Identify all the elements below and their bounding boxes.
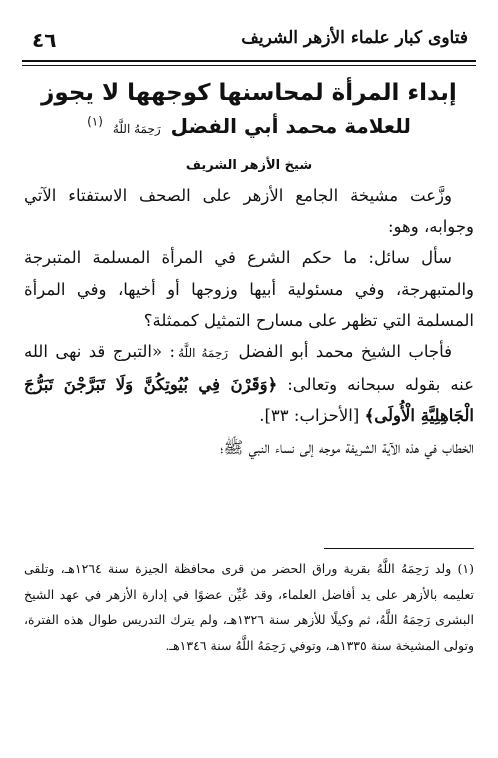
running-title: فتاوى كبار علماء الأزهر الشريف — [241, 28, 468, 48]
footnote-honorific-b: رَحِمَهُ اللَّهُ — [379, 612, 431, 627]
answer-honorific: رَحِمَهُ اللَّهُ — [178, 346, 229, 361]
footnote-text-b: بقرية وراق الحضر من قرى محافظة الجيزة سنة ١٢٦٤هـ، وتلقى تعليمه بالأزهر على يد أفاضل العلماء، وقد عُيِّن عضوًا في إدارة الأزهر في عهد الشيخ البشرى — [24, 561, 474, 627]
answer-paragraph — [24, 336, 474, 432]
footnote — [24, 556, 474, 658]
closing-punctuation: ؛ — [220, 437, 224, 457]
footnote-paragraph — [24, 556, 474, 658]
quran-verse: ﴿وَقَرْنَ فِي بُيُوتِكُنَّ وَلَا تَبَرَّجْنَ تَبَرُّجَ الْجَاهِلِيَّةِ الْأُولَى﴾ — [24, 375, 474, 426]
article-body — [24, 180, 474, 463]
header-rule-thin — [22, 65, 476, 66]
article-title: إبداء المرأة لمحاسنها كوجهها لا يجوز — [41, 80, 457, 106]
prophet-honorific: ﷺ — [223, 437, 244, 457]
closing-paragraph — [24, 432, 474, 463]
author-honorific: رَحِمَهُ اللَّهُ — [112, 122, 161, 136]
closing-text: الخطاب في هذه الآية الشريفة موجه إلى نساء النبي — [248, 437, 474, 457]
verse-reference: [الأحزاب: ٣٣]. — [259, 406, 360, 426]
article-author-line — [24, 114, 474, 138]
footnote-reference[interactable]: (١) — [87, 114, 103, 129]
source-subheading: شيخ الأزهر الشريف — [185, 158, 313, 173]
answer-intro: فأجاب الشيخ محمد أبو الفضل — [238, 342, 452, 362]
author-name: للعلامة محمد أبي الفضل — [170, 114, 411, 138]
footnote-text-d: سنة ١٣٤٦هـ. — [165, 637, 232, 653]
running-header — [22, 20, 476, 72]
intro-paragraph: وزَّعت مشيخة الجامع الأزهر على الصحف الاستفتاء الآتي وجوابه، وهو: — [24, 186, 474, 237]
footnote-separator — [324, 548, 474, 549]
header-rule — [22, 60, 476, 62]
footnote-number: (١) — [457, 561, 474, 576]
footnote-honorific-a: رَحِمَهُ اللَّهُ — [376, 561, 429, 576]
footnote-text-c: ، ثم وكيلًا للأزهر سنة ١٣٢٦هـ، ولم يترك التدريس طوال هذه الفترة، وتولى المشيخة سنة ١٣٣٥هـ، وتوفي — [24, 612, 474, 653]
page-number: ٤٦ — [32, 28, 57, 52]
question-paragraph: سأل سائل: ما حكم الشرع في المرأة المسلمة المتبرجة والمتبهرجة، وفي مسئولية أبيها وزوجها أو أخيها، وفي المرأة المسلمة التي تظهر على مسارح التمثيل كممثلة؟ — [24, 248, 474, 330]
answer-text: : «التبرج قد نهى الله عنه بقوله سبحانه وتعالى: — [24, 342, 474, 395]
footnote-text-a: ولد — [434, 561, 452, 576]
footnote-honorific-c: رَحِمَهُ اللَّهُ — [235, 637, 286, 653]
